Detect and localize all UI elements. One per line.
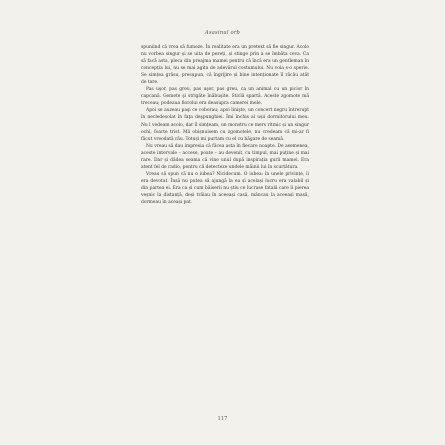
paragraph: Apoi se auzeau paşi ce coborau; apoi linişte, un concert negru întrerupt în necledesolat în faţa deşpunghiei. Îmi închis al ușii dormitorului meu. Nu l vedeam acolo, dar îl simțeam, un monstru ce mers ritmic și un singur ochi, foarte trist. Mă obișnuisem cu zgomotele, nu credeam că mi-ar fi făcut vreodată rău. Totuși mi purtam cu el cu băgare de seamă.: [141, 108, 309, 142]
paragraph: Nu vreau să dau impresia că făcea asta în fiecare noapte. De asemenea, aceste intervale – accese, poate – au devenit, cu timpul, mai puține și mai rare. Dar și dădea seama că vine unul după inspirația gurii mamei. Era atent fel de radio, pentru că detecteze undele mâinii lui în scurtătura.: [141, 143, 309, 170]
paragraph: Vreau să spun că nu o iubea? Nicidecum. O iubea: în unele privințe, îi era devotat. Însă nu putea să ajungă la ea și același lucru era valabil și din partea ei. Era ca și cum băiserii nu știu ce lucrase fatală care îi pierea veșnic la distanță, deși trăiau în aceeași casă, mâncau la aceeași masă, dormeau în aceași pat.: [141, 171, 309, 206]
paragraph: spuniind că vrea să fumeze. În realitate era un pretext să fie singur. Acolo nu vorbea singur și se uita de pereți, și stinge prin a se îmbăta ceva. Ca să facă asta, pleca din preajma mamei pentru că încă era un gentleman în concepția lui, nu se mai agita de adevărul costumului. Nu voia s-o sperie. Se simțea grăsu, presupun, că îngrijire și bine intenționate îl răcău atât de tare.: [141, 45, 309, 86]
running-head: Asasinul orb: [204, 30, 241, 36]
body-text: [141, 44, 309, 206]
paragraph: Pas uşor, pas greu, pas uşor, pas greu, ca un animal cu un picior în capcană. Gemete şi strigăte înăbuşite. Sticlă spartă. Aceste zgomote mă treceau; podeaua fiorolui era deasupra camerei mele.: [141, 87, 309, 107]
page-number: 117: [217, 416, 228, 422]
